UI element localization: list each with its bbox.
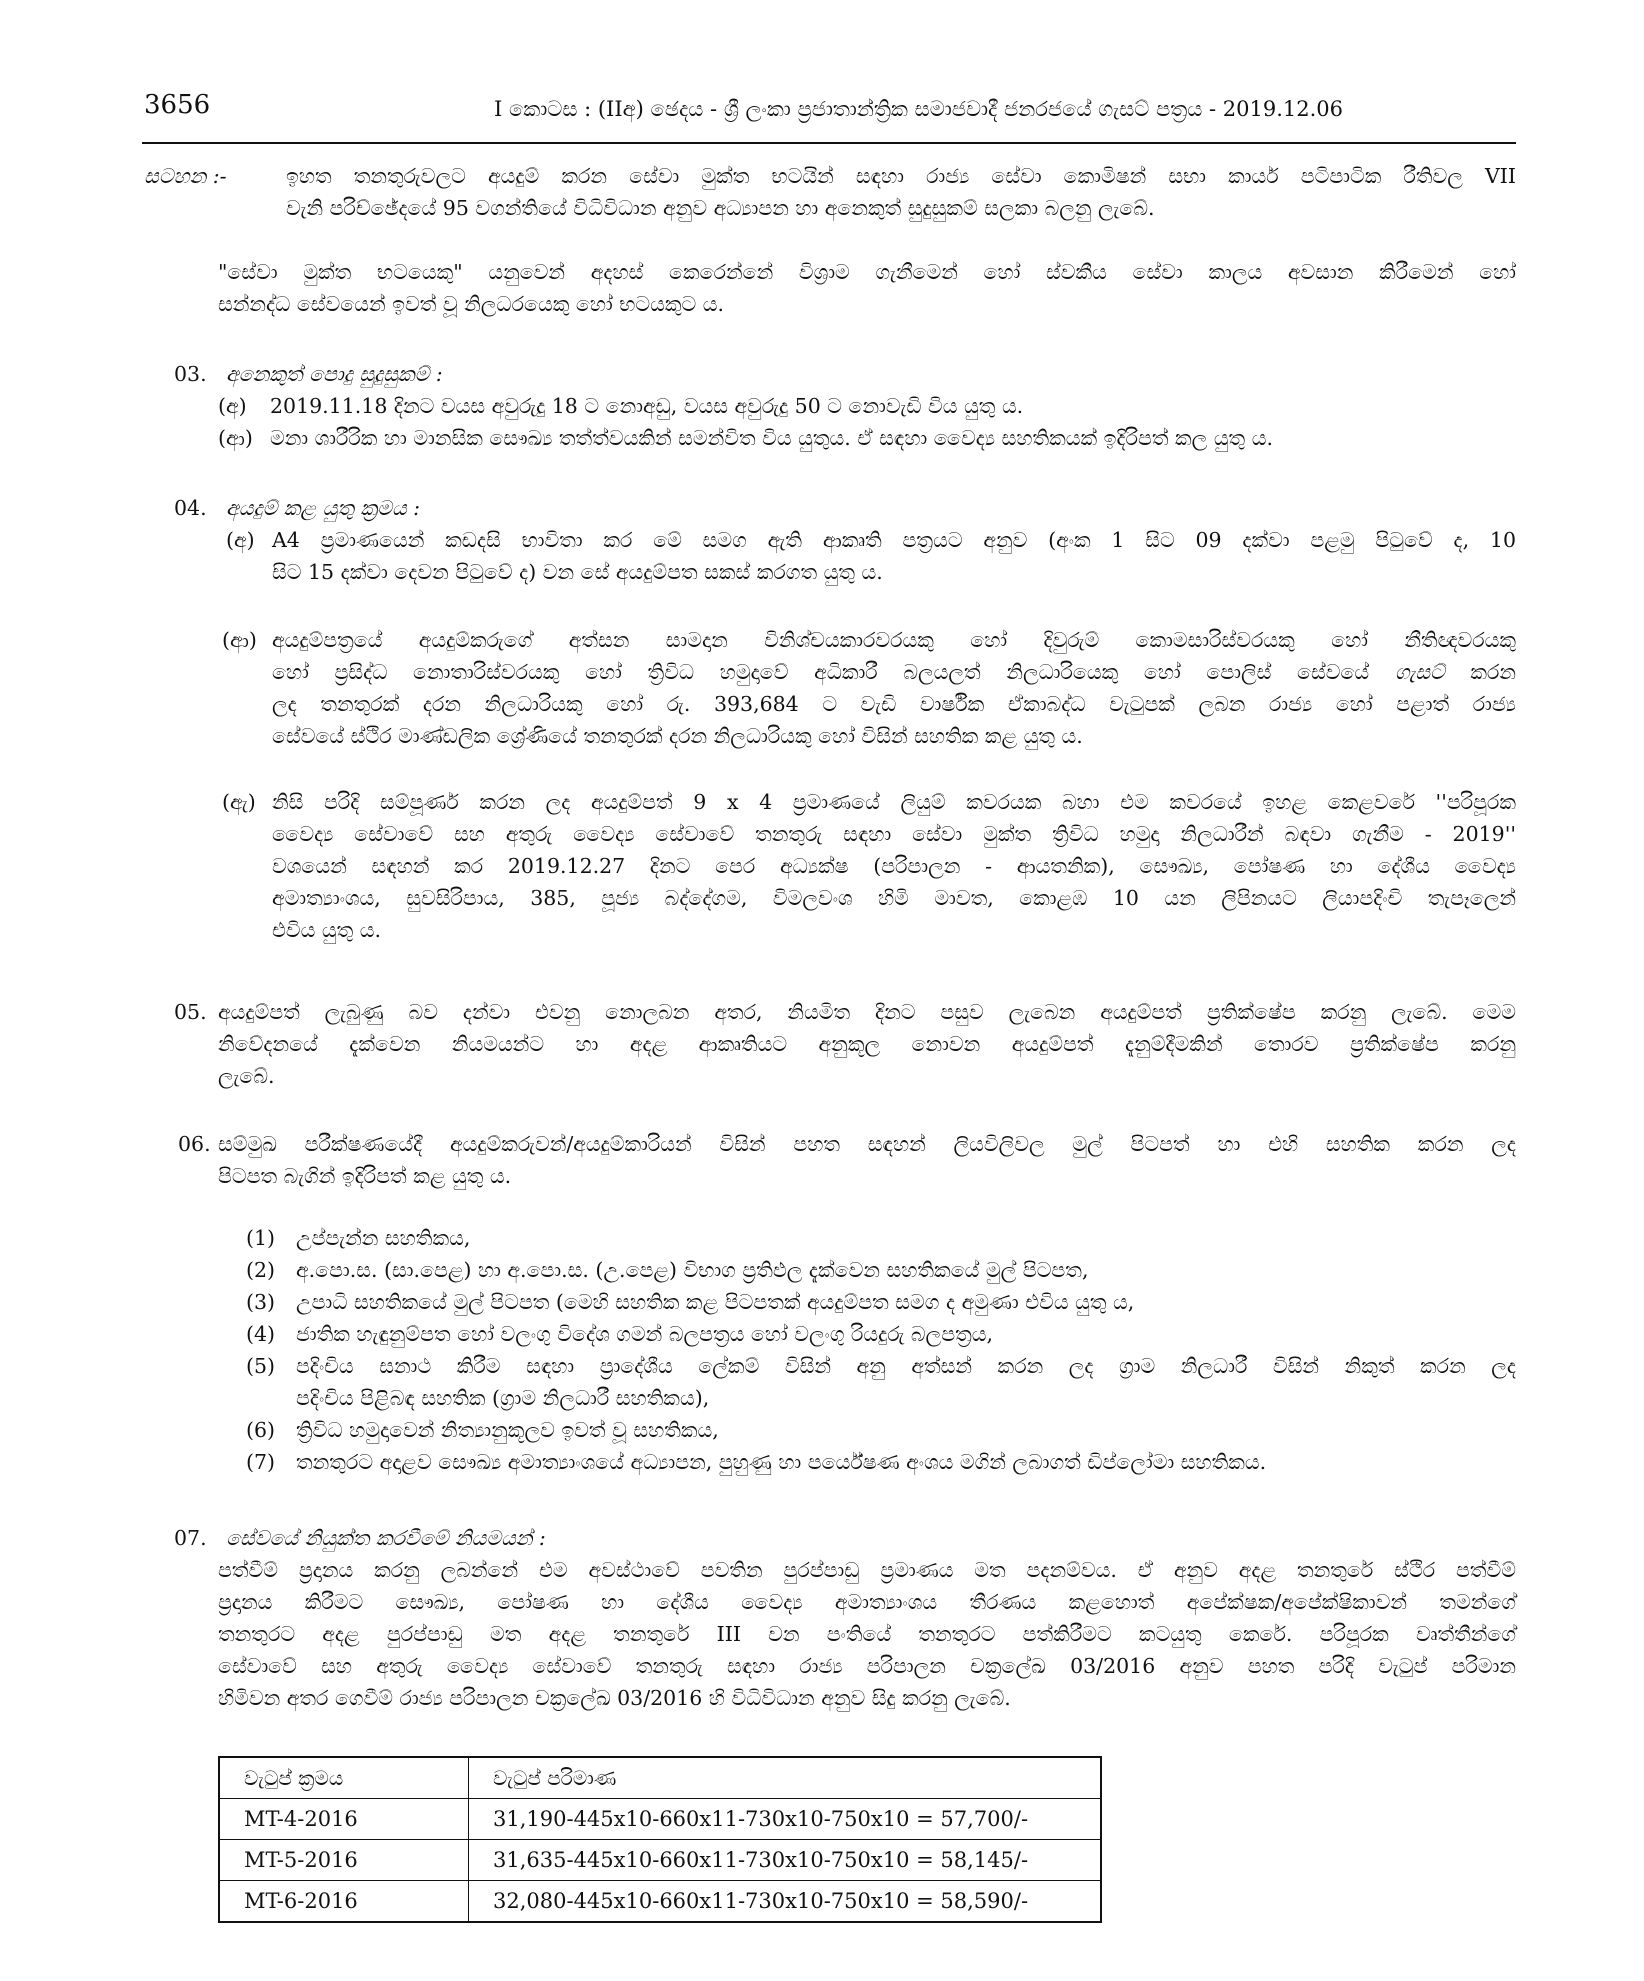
paragraph-line: සම්මුඛ පරීක්ෂණයේදී අයදුම්කරුවන්/අයදුම්කාරියන් විසින් පහත සඳහන් ලියවිලිවල මුල් පිටපත් හා එහි සහතික කරන ලද: [218, 1132, 1516, 1156]
item-label: (ආ): [218, 426, 253, 450]
note-paragraph: "සේවා මුක්ත භටයෙකු" යනුවෙන් අදහස් කෙරෙන්නේ විශ්‍රාම ගැනීමෙන් හෝ ස්වකීය සේවා කාලය අවසාන කිරීමෙන් හෝ: [218, 260, 1516, 284]
salary-scale-cell: 32,080-445x10-660x11-730x10-750x10 = 58,590/-: [469, 1881, 1102, 1923]
note-paragraph: සන්නද්ධ සේවයෙන් ඉවත් වූ නිලධරයෙකු හෝ භටයකුට ය.: [218, 292, 724, 316]
text-run: කරන: [1444, 660, 1516, 684]
list-item-text: උප්පැන්න සහතිකය,: [296, 1226, 471, 1250]
salary-code-cell: MT-6-2016: [219, 1881, 469, 1923]
item-text: සේවයේ ස්ථිර මාණ්ඩලික ශ්‍රේණියේ තනතුරක් දරන නිලධාරියකු හෝ විසින් සහතික කළ යුතු ය.: [272, 724, 1083, 748]
paragraph-line: සේවාවේ සහ අතුරු වෛද්‍ය සේවාවේ තනතුරු සඳහා රාජ්‍ය පරිපාලන චක්‍රලේඛ 03/2016 අනුව පහත පරිදි වැටුප් පරිමාන: [218, 1654, 1516, 1678]
list-item-label: (6): [246, 1418, 276, 1442]
note-label: සටහන :-: [144, 164, 227, 188]
list-item-label: (2): [246, 1258, 276, 1282]
item-text: වෛද්‍ය සේවාවේ සහ අතුරු වෛද්‍ය සේවාවේ තනතුරු සඳහා සේවා මුක්ත ත්‍රිවිධ හමුදා නිලධාරීන් බඳවා ගැනීම - 2019'': [272, 822, 1516, 846]
item-label: (ඇ): [222, 790, 256, 814]
section-number: 06.: [178, 1132, 211, 1156]
list-item-text: උපාධි සහතිකයේ මුල් පිටපත (මෙහි සහතික කළ පිටපතක් අයදුම්පත සමග ද අමුණා එවිය යුතු ය,: [296, 1290, 1135, 1314]
paragraph-line: ලැබේ.: [218, 1064, 275, 1088]
list-item-label: (7): [246, 1450, 276, 1474]
salary-scale-table: [218, 1756, 1102, 1923]
list-item-label: (4): [246, 1322, 276, 1346]
section-number: 05.: [174, 1000, 207, 1024]
paragraph-line: හිමිවන අතර ගෙවීම් රාජ්‍ය පරිපාලන චක්‍රලේඛ 03/2016 හි විධිවිධාන අනුව සිදු කරනු ලැබේ.: [218, 1686, 1011, 1710]
section-number: 04.: [174, 496, 207, 520]
item-text: අමාත්‍යාංශය, සුවසිරිපාය, 385, පූජ්‍ය බද්දේගම, විමලවංශ හිමි මාවත, කොළඹ 10 යන ලිපිනයට ලියාපදිංචි තැපෑලෙන්: [272, 886, 1516, 910]
table-row: [219, 1840, 1101, 1881]
item-label: (අ): [226, 528, 255, 552]
list-item-label: (1): [246, 1226, 276, 1250]
item-text: නිසි පරිදි සම්පූර්ණ කරන ලද අයදුම්පත් 9 x 4 ප්‍රමාණයේ ලියුම් කවරයක බහා එම කවරයේ ඉහළ කෙළවරේ ''පරිපූරක: [272, 790, 1516, 814]
note-line: වැනි පරිච්ඡේදයේ 95 වගන්තියේ විධිවිධාන අනුව අධ්‍යාපන හා අනෙකුත් සුදුසුකම් සලකා බලනු ලැබේ.: [286, 196, 1155, 220]
item-text: [272, 656, 1516, 688]
item-text: අයදුම්පත්‍රයේ අයදුම්කරුගේ අත්සන සාමදාන විනිශ්චයකාරවරයකු හෝ දිවුරුම් කොමසාරිස්වරයකු හෝ නීතිඥවරයකු: [272, 628, 1516, 652]
item-text: ලද තනතුරක් දරන නිලධාරියකු හෝ රු. 393,684 ට වැඩි වාර්ෂික ඒකාබද්ධ වැටුපක් ලබන රාජ්‍ය හෝ පළාත් රාජ්‍ය: [272, 692, 1516, 716]
section-title: අනෙකුත් පොදු සුදුසුකම් :: [226, 362, 443, 386]
item-label: (අ): [218, 394, 247, 418]
section-number: 07.: [174, 1526, 207, 1550]
table-header-cell: වැටුප් ක්‍රමය: [219, 1757, 469, 1799]
table-row: [219, 1881, 1101, 1923]
item-text: A4 ප්‍රමාණයෙන් කඩදසි භාවිතා කර මේ සමග ඇති ආකෘති පත්‍රයට අනුව (අංක 1 සිට 09 දක්වා පළමු පිටුවේ ද, 10: [272, 528, 1516, 552]
paragraph-line: පත්වීම් ප්‍රදානය කරනු ලබන්නේ එම අවස්ථාවේ පවතින පුරප්පාඩු ප්‍රමාණය මත පදනම්වය. ඒ අනුව අදළ තනතුරේ ස්ථිර පත්වීම්: [218, 1558, 1516, 1582]
table-header-cell: වැටුප් පරිමාණ: [469, 1757, 1102, 1799]
item-label: (ආ): [222, 628, 257, 652]
italic-text-run: ගැසට්: [1394, 660, 1445, 684]
paragraph-line: පිටපත බැගින් ඉදිරිපත් කළ යුතු ය.: [218, 1164, 512, 1188]
item-text: 2019.11.18 දිනට වයස අවුරුදු 18 ට නොඅඩු, වයස අවුරුදු 50 ට නොවැඩි විය යුතු ය.: [270, 394, 1024, 418]
text-run: හෝ ප්‍රසිද්ධ නොතාරිස්වරයකු හෝ ත්‍රිවිධ හමුදාවේ අධිකාරී බලයලත් නිලධාරියෙකු හෝ පොලිස් සේවයේ: [272, 660, 1395, 684]
list-item-text: පදිංචිය පිළිබඳ සහතික (ග්‍රාම නිලධාරී සහතිකය),: [296, 1386, 710, 1410]
item-text: සිට 15 දක්වා දෙවන පිටුවේ ද) වන සේ අයදුම්පත සකස් කරගත යුතු ය.: [272, 560, 883, 584]
table-header-row: [219, 1757, 1101, 1799]
paragraph-line: ප්‍රදානය කිරීමට සෞඛ්‍ය, පෝෂණ හා දේශීය වෛද්‍ය අමාත්‍යාංශය තීරණය කළහොත් අපේක්ෂක/අපේක්ෂිකාවන් තමන්ගේ: [218, 1590, 1516, 1614]
note-line: ඉහත තනතුරුවලට අයදුම් කරන සේවා මුක්ත භටයින් සඳහා රාජ්‍ය සේවා කොමිෂන් සභා කාර්ය පටිපාටික රීතිවල VII: [286, 164, 1516, 188]
item-text: එවිය යුතු ය.: [272, 918, 382, 942]
list-item-label: (3): [246, 1290, 276, 1314]
salary-scale-cell: 31,635-445x10-660x11-730x10-750x10 = 58,145/-: [469, 1840, 1102, 1881]
page-number: 3656: [144, 90, 211, 120]
table-row: [219, 1799, 1101, 1840]
paragraph-line: නිවේදනයේ දැක්වෙන නියමයන්ට හා අදළ ආකෘතියට අනුකූල නොවන අයදුම්පත් දැනුම්දීමකින් තොරව ප්‍රතික්ෂේප කරනු: [218, 1032, 1516, 1056]
list-item-text: පදිංචිය සනාථ කිරීම සඳහා ප්‍රාදේශීය ලේකම් විසින් අනු අත්සන් කරන ලද ග්‍රාම නිලධාරී විසින් නිකුත් කරන ලද: [296, 1354, 1516, 1378]
salary-scale-cell: 31,190-445x10-660x11-730x10-750x10 = 57,700/-: [469, 1799, 1102, 1840]
salary-code-cell: MT-4-2016: [219, 1799, 469, 1840]
section-title: සේවයේ නියුක්ත කරවීමේ නියමයන් :: [226, 1526, 546, 1550]
list-item-text: ත්‍රිවිධ හමුදාවෙන් නිත්‍යානුකූලව ඉවත් වූ සහතිකය,: [296, 1418, 719, 1442]
list-item-text: අ.පො.ස. (සා.පෙළ) හා අ.පො.ස. (උ.පෙළ) විභාග ප්‍රතිඵල දැක්වෙන සහතිකයේ මුල් පිටපත,: [296, 1258, 1089, 1282]
item-text: වශයෙන් සඳහන් කර 2019.12.27 දිනට පෙර අධ්‍යක්ෂ (පරිපාලන - ආයතනික), සෞඛ්‍ය, පෝෂණ හා දේශීය වෛද්‍ය: [272, 854, 1516, 878]
paragraph-line: තනතුරට අදළ පුරප්පාඩු මත අදළ තනතුරේ III වන පංතියේ තනතුරට පත්කිරීමට කටයුතු කෙරේ. පරිපූරක වෘත්තීන්ගේ: [218, 1622, 1516, 1646]
list-item-text: ජාතික හැඳුනුම්පත හෝ වලංගු විදේශ ගමන් බලපත්‍රය හෝ වලංගු රියදුරු බලපත්‍රය,: [296, 1322, 993, 1346]
list-item-text: තනතුරට අදාළව සෞඛ්‍ය අමාත්‍යාංශයේ අධ්‍යාපන, පුහුණු හා පර්යේෂණ අංශය මගින් ලබාගත් ඩිප්ලෝමා සහතිකය.: [296, 1450, 1267, 1474]
header-divider: [142, 142, 1516, 144]
section-number: 03.: [174, 362, 207, 386]
gazette-header-title: I කොටස : (IIඅ) ඡෙදය - ශ්‍රී ලංකා ප්‍රජාතාන්ත්‍රික සමාජවාදී ජනරජයේ ගැසට් පත්‍රය - 2019.12.06: [494, 97, 1344, 121]
item-text: මනා ශාරීරික හා මානසික සෞඛ්‍ය තත්ත්වයකින් සමන්විත විය යුතුය. ඒ සඳහා වෛද්‍ය සහතිකයක් ඉදිරිපත් කල යුතු ය.: [270, 426, 1273, 450]
list-item-label: (5): [246, 1354, 276, 1378]
salary-code-cell: MT-5-2016: [219, 1840, 469, 1881]
section-title: අයදුම් කළ යුතු ක්‍රමය :: [226, 496, 420, 520]
paragraph-line: අයදුම්පත් ලැබුණු බව දන්වා එවනු නොලබන අතර, නියමිත දිනට පසුව ලැබෙන අයදුම්පත් ප්‍රතික්ෂේප කරනු ලැබේ. මෙම: [218, 1000, 1516, 1024]
